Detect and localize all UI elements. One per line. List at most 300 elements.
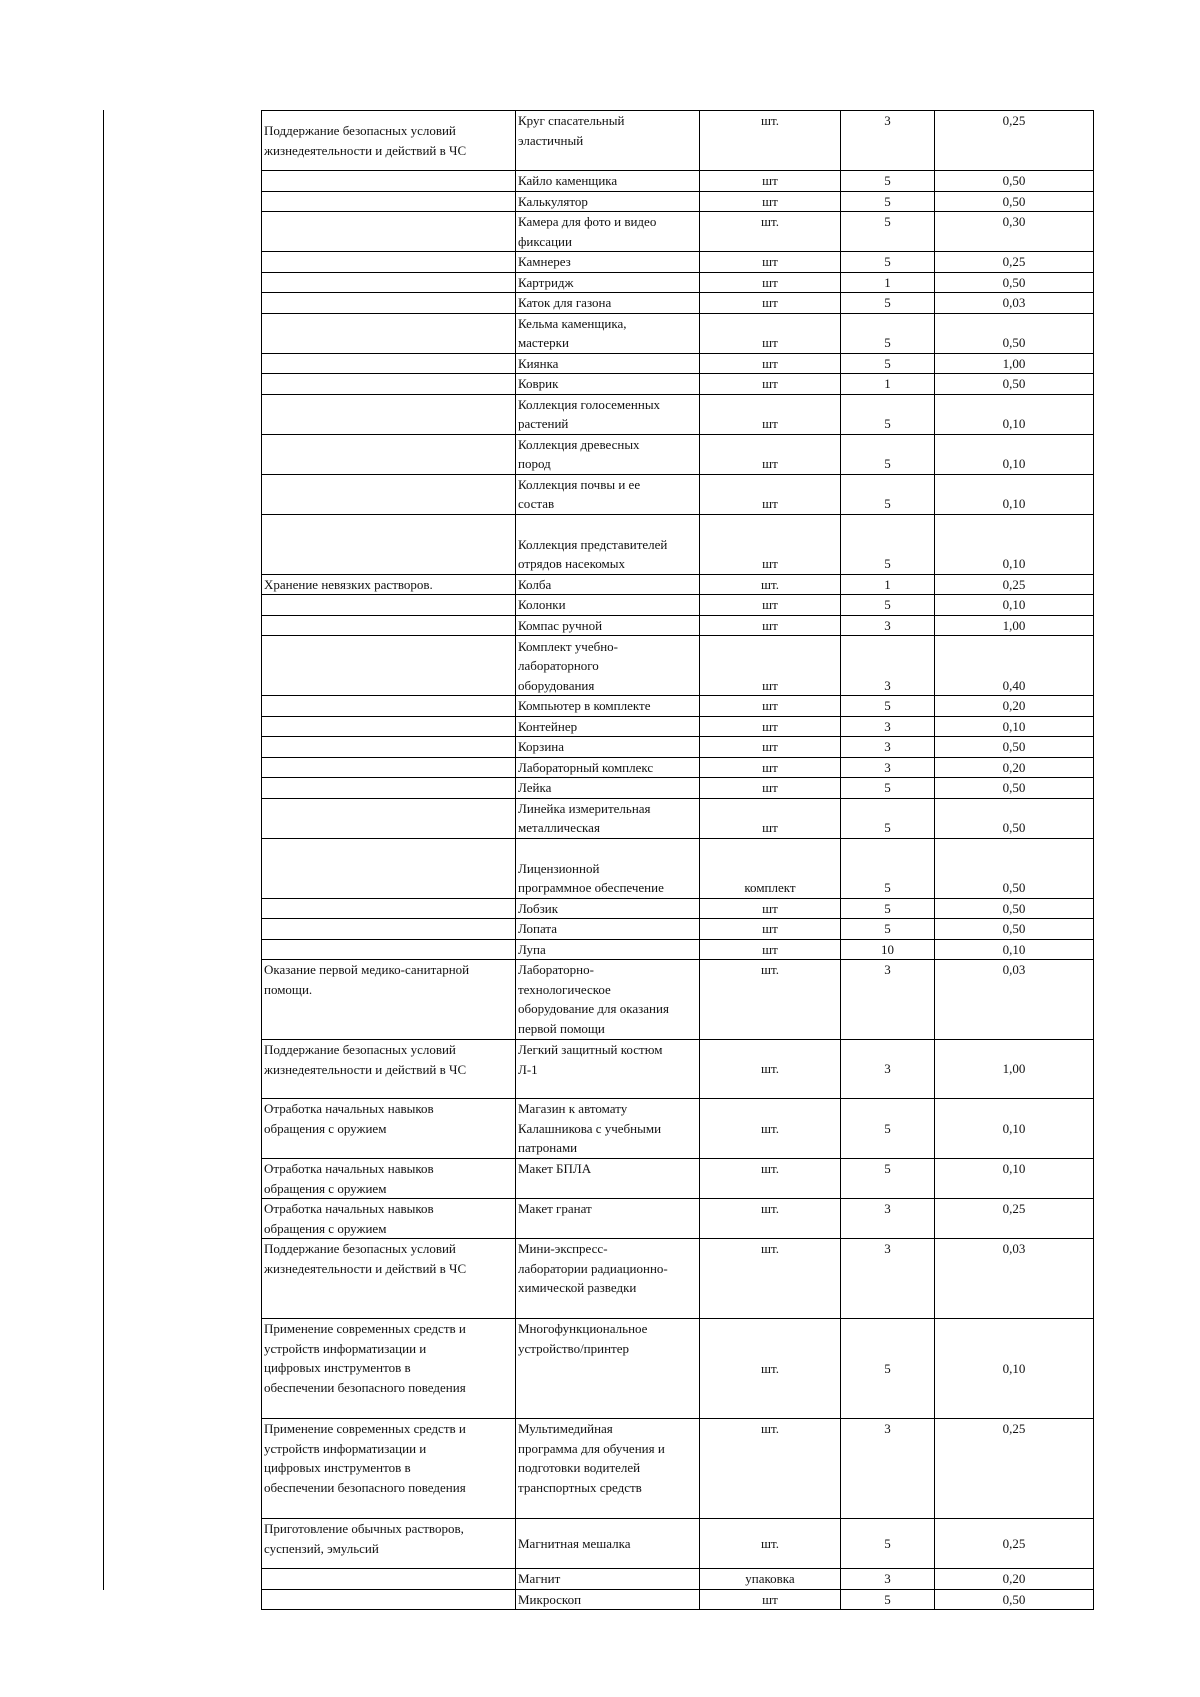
- item-quantity-cell: [841, 374, 935, 395]
- item-norm: 0,50: [1002, 900, 1026, 916]
- item-norm: 0,10: [1002, 1161, 1026, 1176]
- item-name: Кайло каменщика: [518, 173, 618, 188]
- row-purpose-cell: [262, 394, 516, 434]
- item-name: Макет гранат: [518, 1201, 592, 1216]
- item-name: Киянка: [518, 355, 559, 371]
- item-name: Легкий защитный костюм Л-1: [518, 1042, 663, 1077]
- row-purpose: Приготовление обычных растворов, суспензий, эмульсий: [264, 1521, 464, 1556]
- item-quantity: 3: [884, 1241, 891, 1256]
- row-purpose: Отработка начальных навыков обращения с оружием: [264, 1161, 434, 1196]
- item-norm: 0,10: [1002, 1360, 1026, 1376]
- row-purpose: Отработка начальных навыков обращения с оружием: [264, 1101, 434, 1136]
- item-quantity-cell: [841, 636, 935, 696]
- item-quantity-cell: [841, 778, 935, 799]
- item-norm-cell: [935, 1319, 1094, 1419]
- item-name: Микроскоп: [518, 1591, 582, 1607]
- item-name-cell: [516, 757, 700, 778]
- item-name: Коллекция древесных пород: [518, 436, 640, 471]
- item-name: Магазин к автомату Калашникова с учебными патронами: [518, 1101, 662, 1155]
- table-row: [262, 1239, 1094, 1319]
- row-purpose-cell: [262, 171, 516, 192]
- item-quantity-cell: [841, 615, 935, 636]
- item-norm: 0,10: [1002, 718, 1026, 734]
- item-unit-cell: [700, 696, 841, 717]
- item-norm: 0,50: [1002, 173, 1026, 188]
- item-unit: шт: [762, 617, 778, 633]
- table-row: [262, 1199, 1094, 1239]
- item-name: Многофункциональное устройство/принтер: [518, 1321, 648, 1356]
- item-norm: 1,00: [1002, 1061, 1026, 1077]
- item-quantity-cell: [841, 171, 935, 192]
- item-quantity-cell: [841, 514, 935, 574]
- item-norm-cell: [935, 212, 1094, 252]
- item-quantity-cell: [841, 1040, 935, 1099]
- item-unit: шт: [762, 718, 778, 734]
- item-unit-cell: [700, 313, 841, 353]
- item-norm-cell: [935, 1199, 1094, 1239]
- item-quantity: 5: [884, 1161, 891, 1176]
- item-norm-cell: [935, 1239, 1094, 1319]
- row-purpose: Поддержание безопасных условий жизнедеятельности и действий в ЧС: [264, 1241, 467, 1276]
- table-row: [262, 171, 1094, 192]
- item-unit: шт: [762, 556, 778, 571]
- item-norm-cell: [935, 374, 1094, 395]
- item-norm-cell: [935, 272, 1094, 293]
- item-unit: шт.: [761, 1120, 779, 1136]
- item-quantity: 3: [884, 1061, 891, 1077]
- item-name-cell: [516, 595, 700, 616]
- item-name-cell: [516, 960, 700, 1040]
- item-unit-cell: [700, 798, 841, 838]
- item-quantity: 3: [884, 1201, 891, 1216]
- item-unit-cell: [700, 252, 841, 273]
- item-name-cell: [516, 1589, 700, 1610]
- table-row: [262, 696, 1094, 717]
- item-name-cell: [516, 838, 700, 898]
- table-row: [262, 919, 1094, 940]
- table-row: [262, 1419, 1094, 1519]
- item-unit: шт: [762, 335, 778, 350]
- item-unit: шт.: [761, 214, 779, 229]
- item-norm: 0,40: [1002, 677, 1026, 693]
- item-name: Камера для фото и видео фиксации: [518, 214, 657, 249]
- item-name-cell: [516, 1199, 700, 1239]
- item-quantity-cell: [841, 898, 935, 919]
- row-purpose: Поддержание безопасных условий жизнедеятельности и действий в ЧС: [264, 1042, 467, 1077]
- table-row: [262, 1569, 1094, 1590]
- row-purpose-cell: [262, 293, 516, 314]
- item-quantity: 5: [884, 416, 891, 431]
- item-norm: 0,10: [1002, 1120, 1026, 1136]
- item-quantity-cell: [841, 574, 935, 595]
- item-quantity: 1: [884, 376, 891, 391]
- item-norm-cell: [935, 696, 1094, 717]
- item-quantity: 5: [884, 214, 891, 229]
- item-norm: 0,10: [1002, 456, 1026, 471]
- item-unit-cell: [700, 1239, 841, 1319]
- row-purpose-cell: [262, 716, 516, 737]
- item-quantity-cell: [841, 1519, 935, 1569]
- item-name: Каток для газона: [518, 295, 612, 310]
- table-row: [262, 313, 1094, 353]
- item-unit: шт.: [761, 1201, 779, 1216]
- item-quantity-cell: [841, 798, 935, 838]
- item-name: Коврик: [518, 376, 559, 391]
- table-row: [262, 252, 1094, 273]
- item-quantity: 5: [884, 496, 891, 511]
- item-quantity-cell: [841, 960, 935, 1040]
- item-norm-cell: [935, 1419, 1094, 1519]
- item-norm: 0,50: [1002, 193, 1026, 209]
- row-purpose-cell: [262, 757, 516, 778]
- item-unit: шт: [762, 496, 778, 511]
- item-norm-cell: [935, 353, 1094, 374]
- item-unit: шт: [762, 820, 778, 835]
- item-name-cell: [516, 696, 700, 717]
- item-unit-cell: [700, 960, 841, 1040]
- item-name: Магнитная мешалка: [518, 1535, 631, 1551]
- item-norm: 0,25: [1002, 254, 1026, 269]
- item-name: Камнерез: [518, 254, 571, 269]
- item-quantity-cell: [841, 1419, 935, 1519]
- item-name: Контейнер: [518, 718, 578, 734]
- table-row: [262, 737, 1094, 758]
- item-unit: шт: [762, 355, 778, 371]
- item-quantity: 1: [884, 576, 891, 592]
- item-unit: шт: [762, 900, 778, 916]
- table-row: [262, 960, 1094, 1040]
- item-name-cell: [516, 394, 700, 434]
- item-norm: 0,20: [1002, 1571, 1026, 1586]
- item-unit: шт: [762, 274, 778, 290]
- item-unit-cell: [700, 474, 841, 514]
- item-unit-cell: [700, 574, 841, 595]
- item-unit-cell: [700, 1319, 841, 1419]
- item-name-cell: [516, 313, 700, 353]
- item-name-cell: [516, 353, 700, 374]
- table-row: [262, 898, 1094, 919]
- item-quantity: 5: [884, 900, 891, 916]
- item-norm: 0,20: [1002, 698, 1026, 713]
- row-purpose-cell: [262, 1419, 516, 1519]
- item-unit: шт: [762, 941, 778, 957]
- item-quantity-cell: [841, 1099, 935, 1159]
- item-unit: шт: [762, 456, 778, 471]
- item-unit-cell: [700, 1589, 841, 1610]
- item-quantity: 3: [884, 718, 891, 734]
- row-purpose-cell: [262, 1519, 516, 1569]
- table-row: [262, 272, 1094, 293]
- item-quantity-cell: [841, 1199, 935, 1239]
- item-norm: 0,03: [1002, 1241, 1026, 1256]
- item-name-cell: [516, 939, 700, 960]
- item-name: Лопата: [518, 921, 557, 936]
- item-norm-cell: [935, 838, 1094, 898]
- item-norm-cell: [935, 474, 1094, 514]
- row-purpose-cell: [262, 1159, 516, 1199]
- item-name: Лупа: [518, 941, 546, 957]
- table-row: [262, 1040, 1094, 1099]
- item-quantity: 3: [884, 677, 891, 693]
- item-unit-cell: [700, 1040, 841, 1099]
- item-norm-cell: [935, 595, 1094, 616]
- item-quantity-cell: [841, 1319, 935, 1419]
- item-unit-cell: [700, 716, 841, 737]
- item-unit: шт: [762, 921, 778, 936]
- table-row: [262, 636, 1094, 696]
- item-name: Компас ручной: [518, 617, 603, 633]
- row-purpose-cell: [262, 939, 516, 960]
- item-unit: шт: [762, 254, 778, 269]
- item-quantity-cell: [841, 353, 935, 374]
- row-purpose-cell: [262, 615, 516, 636]
- row-purpose-cell: [262, 778, 516, 799]
- item-unit: шт: [762, 698, 778, 713]
- table-row: [262, 798, 1094, 838]
- row-purpose-cell: [262, 595, 516, 616]
- item-name-cell: [516, 434, 700, 474]
- item-unit: упаковка: [745, 1571, 795, 1586]
- item-quantity: 5: [884, 355, 891, 371]
- row-purpose-cell: [262, 191, 516, 212]
- item-norm: 0,50: [1002, 880, 1026, 895]
- item-norm-cell: [935, 960, 1094, 1040]
- row-purpose-cell: [262, 434, 516, 474]
- item-name: Коллекция представителей отрядов насекомых: [518, 536, 668, 571]
- item-quantity: 5: [884, 1535, 891, 1551]
- item-name-cell: [516, 716, 700, 737]
- item-norm-cell: [935, 778, 1094, 799]
- item-name-cell: [516, 272, 700, 293]
- item-norm: 0,50: [1002, 335, 1026, 350]
- item-name: Комплект учебно- лабораторного оборудования: [518, 638, 619, 693]
- item-quantity: 5: [884, 780, 891, 795]
- item-norm: 0,03: [1002, 962, 1026, 977]
- item-norm: 0,50: [1002, 739, 1026, 754]
- item-norm-cell: [935, 737, 1094, 758]
- item-norm: 0,20: [1002, 759, 1026, 775]
- item-unit: шт: [762, 416, 778, 431]
- item-quantity: 5: [884, 295, 891, 310]
- item-unit: комплект: [744, 880, 796, 895]
- item-quantity: 3: [884, 739, 891, 754]
- row-purpose-cell: [262, 636, 516, 696]
- item-name-cell: [516, 1519, 700, 1569]
- item-norm: 0,30: [1002, 214, 1026, 229]
- row-purpose-cell: [262, 1040, 516, 1099]
- item-norm: 0,25: [1002, 1201, 1026, 1216]
- item-norm-cell: [935, 191, 1094, 212]
- item-name-cell: [516, 191, 700, 212]
- row-purpose-cell: [262, 514, 516, 574]
- row-purpose-cell: [262, 111, 516, 171]
- item-quantity-cell: [841, 394, 935, 434]
- item-name: Линейка измерительная металлическая: [518, 800, 651, 835]
- item-name: Коллекция почвы и ее состав: [518, 476, 641, 511]
- table-row: [262, 293, 1094, 314]
- row-purpose-cell: [262, 474, 516, 514]
- row-purpose-cell: [262, 313, 516, 353]
- item-quantity: 5: [884, 173, 891, 188]
- item-name-cell: [516, 474, 700, 514]
- item-name: Корзина: [518, 739, 565, 754]
- item-name-cell: [516, 898, 700, 919]
- row-purpose-cell: [262, 737, 516, 758]
- table-row: [262, 615, 1094, 636]
- item-quantity-cell: [841, 474, 935, 514]
- item-norm-cell: [935, 514, 1094, 574]
- item-quantity-cell: [841, 272, 935, 293]
- item-norm-cell: [935, 1040, 1094, 1099]
- item-unit-cell: [700, 514, 841, 574]
- item-quantity: 5: [884, 335, 891, 350]
- item-norm: 0,10: [1002, 941, 1026, 957]
- item-quantity: 3: [884, 962, 891, 977]
- item-norm: 1,00: [1002, 617, 1026, 633]
- item-quantity: 5: [884, 556, 891, 571]
- table-row: [262, 778, 1094, 799]
- table-row: [262, 111, 1094, 171]
- item-norm: 0,10: [1002, 556, 1026, 571]
- item-unit-cell: [700, 595, 841, 616]
- item-quantity: 5: [884, 597, 891, 612]
- item-norm: 0,25: [1002, 113, 1026, 128]
- table-row: [262, 514, 1094, 574]
- table-row: [262, 212, 1094, 252]
- item-name-cell: [516, 1099, 700, 1159]
- item-quantity: 5: [884, 254, 891, 269]
- item-name: Кельма каменщика, мастерки: [518, 315, 627, 350]
- item-norm-cell: [935, 394, 1094, 434]
- item-name: Лабораторно- технологическое оборудование для оказания первой помощи: [518, 962, 669, 1036]
- item-name: Магнит: [518, 1571, 561, 1586]
- item-name: Круг спасательный эластичный: [518, 113, 625, 148]
- row-purpose: Применение современных средств и устройств информатизации и цифровых инструментов в обеспечении безопасного поведения: [264, 1321, 466, 1395]
- item-unit-cell: [700, 394, 841, 434]
- item-norm-cell: [935, 1519, 1094, 1569]
- item-quantity: 5: [884, 1120, 891, 1136]
- item-unit-cell: [700, 1199, 841, 1239]
- item-unit: шт: [762, 677, 778, 693]
- item-name-cell: [516, 615, 700, 636]
- table-row: [262, 574, 1094, 595]
- table-row: [262, 716, 1094, 737]
- item-quantity: 5: [884, 698, 891, 713]
- item-unit: шт.: [761, 962, 779, 977]
- item-name: Мини-экспресс- лаборатории радиационно- химической разведки: [518, 1241, 668, 1295]
- item-name-cell: [516, 1040, 700, 1099]
- item-quantity: 5: [884, 921, 891, 936]
- item-unit-cell: [700, 374, 841, 395]
- item-name-cell: [516, 212, 700, 252]
- item-unit-cell: [700, 272, 841, 293]
- item-name-cell: [516, 778, 700, 799]
- row-purpose-cell: [262, 838, 516, 898]
- item-name-cell: [516, 1239, 700, 1319]
- row-purpose-cell: [262, 1319, 516, 1419]
- item-quantity: 5: [884, 820, 891, 835]
- item-quantity-cell: [841, 313, 935, 353]
- row-purpose-cell: [262, 1239, 516, 1319]
- table-row: [262, 1099, 1094, 1159]
- table-row: [262, 353, 1094, 374]
- table-row: [262, 434, 1094, 474]
- item-norm: 0,50: [1002, 780, 1026, 795]
- item-name-cell: [516, 636, 700, 696]
- table-row: [262, 595, 1094, 616]
- table-row: [262, 1159, 1094, 1199]
- item-name: Колба: [518, 576, 552, 592]
- item-unit: шт: [762, 739, 778, 754]
- item-name: Лабораторный комплекс: [518, 759, 654, 775]
- item-name: Коллекция голосеменных растений: [518, 396, 661, 431]
- item-norm: 1,00: [1002, 355, 1026, 371]
- item-name: Калькулятор: [518, 193, 588, 209]
- item-unit: шт: [762, 597, 778, 612]
- item-norm-cell: [935, 757, 1094, 778]
- item-name-cell: [516, 574, 700, 595]
- row-purpose-cell: [262, 1099, 516, 1159]
- item-norm: 0,50: [1002, 274, 1026, 290]
- item-unit-cell: [700, 778, 841, 799]
- item-quantity: 5: [884, 456, 891, 471]
- row-purpose: Применение современных средств и устройств информатизации и цифровых инструментов в обеспечении безопасного поведения: [264, 1421, 466, 1495]
- item-name-cell: [516, 737, 700, 758]
- item-unit: шт: [762, 295, 778, 310]
- item-name-cell: [516, 171, 700, 192]
- row-purpose-cell: [262, 696, 516, 717]
- item-name: Лейка: [518, 780, 552, 795]
- table-row: [262, 1319, 1094, 1419]
- item-quantity-cell: [841, 1159, 935, 1199]
- item-unit-cell: [700, 939, 841, 960]
- item-name-cell: [516, 798, 700, 838]
- item-norm: 0,25: [1002, 576, 1026, 592]
- item-quantity-cell: [841, 212, 935, 252]
- row-purpose: Отработка начальных навыков обращения с оружием: [264, 1201, 434, 1236]
- item-name-cell: [516, 111, 700, 171]
- row-purpose-cell: [262, 1199, 516, 1239]
- row-purpose-cell: [262, 374, 516, 395]
- item-norm: 0,10: [1002, 416, 1026, 431]
- item-norm-cell: [935, 798, 1094, 838]
- row-purpose-cell: [262, 919, 516, 940]
- table-row: [262, 1519, 1094, 1569]
- item-quantity-cell: [841, 111, 935, 171]
- item-unit: шт.: [761, 1061, 779, 1077]
- row-purpose-cell: [262, 1569, 516, 1590]
- item-name: Компьютер в комплекте: [518, 698, 651, 713]
- item-unit: шт.: [761, 1360, 779, 1376]
- item-norm: 0,50: [1002, 1591, 1026, 1607]
- item-unit-cell: [700, 293, 841, 314]
- table-row: [262, 474, 1094, 514]
- item-unit: шт.: [761, 1421, 779, 1436]
- item-name-cell: [516, 1569, 700, 1590]
- item-unit-cell: [700, 111, 841, 171]
- item-norm-cell: [935, 615, 1094, 636]
- item-norm: 0,50: [1002, 820, 1026, 835]
- row-purpose: Поддержание безопасных условий жизнедеятельности и действий в ЧС: [264, 123, 467, 158]
- item-norm: 0,50: [1002, 376, 1026, 391]
- item-quantity-cell: [841, 1239, 935, 1319]
- item-unit-cell: [700, 1519, 841, 1569]
- item-unit-cell: [700, 434, 841, 474]
- row-purpose-cell: [262, 798, 516, 838]
- item-norm-cell: [935, 1099, 1094, 1159]
- item-name-cell: [516, 1319, 700, 1419]
- item-norm-cell: [935, 716, 1094, 737]
